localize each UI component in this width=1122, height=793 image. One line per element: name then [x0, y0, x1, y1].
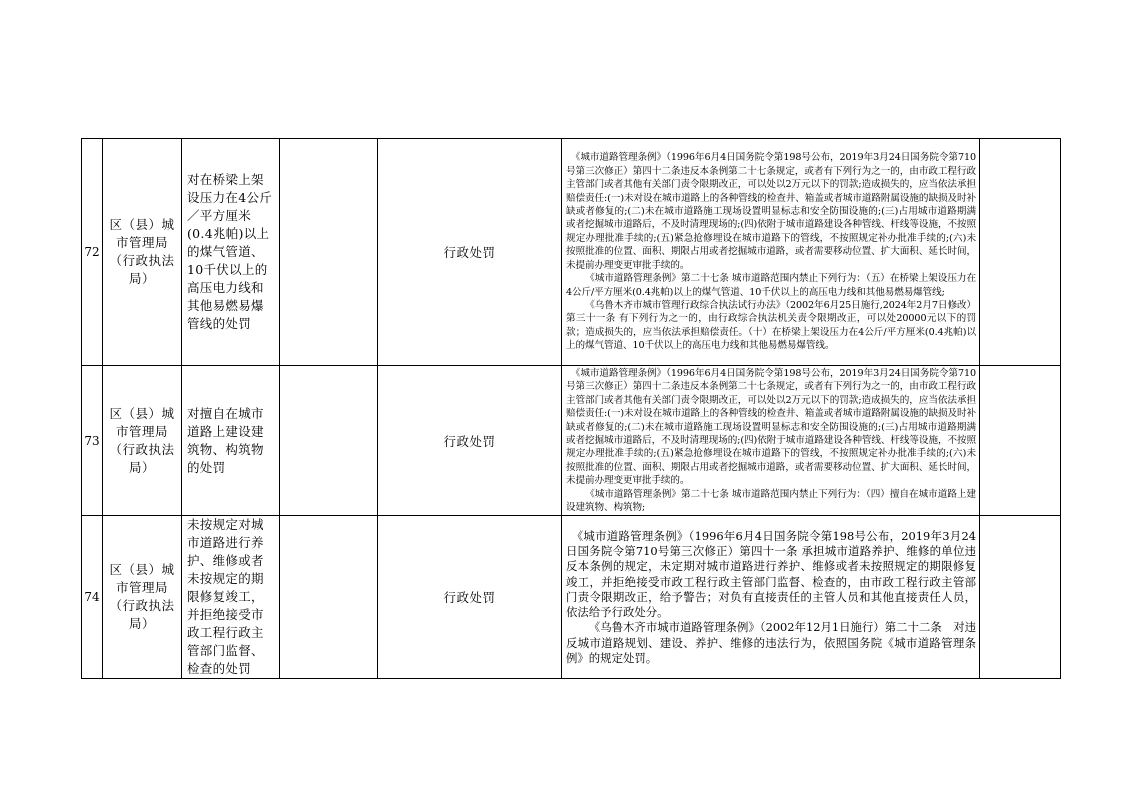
legal-basis-paragraph: 《城市道路管理条例》第二十七条 城市道路范围内禁止下列行为：（五）在桥梁上架设压力在4公斤/平方厘米(0.4兆帕)以上的煤气管道、10千伏以上的高压电力线和其他易燃易爆管线; [566, 273, 976, 298]
legal-basis-cell [562, 366, 980, 516]
empty-cell [980, 516, 1061, 679]
department-cell: 区（县）城市管理局（行政执法局） [103, 139, 182, 366]
empty-cell [280, 366, 378, 516]
legal-basis-paragraph: 《乌鲁木齐市城市道路管理条例》（2002年12月1日施行）第二十二条 对违反城市道路规划、建设、养护、维修的违法行为，依照国务院《城市道路管理条例》的规定处罚。 [566, 620, 976, 665]
legal-basis-paragraph: 《城市道路管理条例》第二十七条 城市道路范围内禁止下列行为：（四）擅自在城市道路上建设建筑物、构筑物; [566, 488, 976, 514]
row-number: 74 [82, 516, 103, 679]
legal-basis-cell [562, 516, 980, 679]
row-number: 73 [82, 366, 103, 516]
department-cell: 区（县）城市管理局（行政执法局） [103, 516, 182, 679]
table-row [82, 366, 1061, 516]
penalty-type-cell: 行政处罚 [378, 366, 562, 516]
penalty-type-cell: 行政处罚 [378, 516, 562, 679]
legal-basis-paragraph: 《城市道路管理条例》（1996年6月4日国务院令第198号公布，2019年3月24日国务院令第710号第三次修正）第四十二条违反本条例第二十七条规定，或者有下列行为之一的，由市政工程行政主管部门或者其他有关部门责令限期改正，可以处以2万元以下的罚款;造成损失的，应当依法承担赔偿责任:(一)未对设在城市道路上的各种管线的检查井、箱盖或者城市道路附属设施的缺损及时补缺或者修复的;(二)未在城市道路施工现场设置明显标志和安全防围设施的;(三)占用城市道路期满或者挖掘城市道路后，不及时清理现场的;(四)依附于城市道路建设各种管线、杆线等设施，不按照规定办理批准手续的;(五)紧急抢修埋设在城市道路下的管线，不按照规定补办批准手续的;(六)未按照批准的位置、面积、期限占用或者挖掘城市道路，或者需要移动位置、扩大面积、延长时间，未提前办理变更审批手续的。 [566, 152, 976, 271]
penalty-type-cell: 行政处罚 [378, 139, 562, 366]
legal-basis-paragraph: 《城市道路管理条例》（1996年6月4日国务院令第198号公布，2019年3月24日国务院令第710号第三次修正）第四十二条违反本条例第二十七条规定，或者有下列行为之一的，由市政工程行政主管部门或者其他有关部门责令限期改正，可以处以2万元以下的罚款;造成损失的，应当依法承担赔偿责任:(一)未对设在城市道路上的各种管线的检查井、箱盖或者城市道路附属设施的缺损及时补缺或者修复的;(二)未在城市道路施工现场设置明显标志和安全防围设施的;(三)占用城市道路期满或者挖掘城市道路后，不及时清理现场的;(四)依附于城市道路建设各种管线、杆线等设施，不按照规定办理批准手续的;(五)紧急抢修埋设在城市道路下的管线，不按照规定补办批准手续的;(六)未按照批准的位置、面积、期限占用或者挖掘城市道路，或者需要移动位置、扩大面积、延长时间，未提前办理变更审批手续的。 [566, 368, 976, 487]
empty-cell [280, 516, 378, 679]
penalty-table [81, 138, 1061, 679]
item-name-cell: 未按规定对城市道路进行养护、维修或者未按规定的期限修复竣工，并拒绝接受市政工程行政主管部门监督、检查的处罚 [182, 516, 280, 679]
table-row [82, 139, 1061, 366]
item-name-cell: 对擅自在城市道路上建设建筑物、构筑物的处罚 [182, 366, 280, 516]
legal-basis-paragraph: 《城市道路管理条例》（1996年6月4日国务院令第198号公布，2019年3月24日国务院令第710号第三次修正）第四十一条 承担城市道路养护、维修的单位违反本条例的规定，未定期对城市道路进行养护、维修或者未按照规定的期限修复竣工，并拒绝接受市政工程行政主管部门监督、检查的，由市政工程行政主管部门责令限期改正，给予警告；对负有直接责任的主管人员和其他直接责任人员，依法给予行政处分。 [566, 528, 976, 620]
row-number: 72 [82, 139, 103, 366]
legal-basis-paragraph: 《乌鲁木齐市城市管理行政综合执法试行办法》（2002年6月25日施行,2024年2月7日修改）第三十一条 有下列行为之一的，由行政综合执法机关责令限期改正，可以处20000元以下的罚款；造成损失的，应当依法承担赔偿责任。（十）在桥梁上架设压力在4公斤/平方厘米(0.4兆帕)以上的煤气管道、10千伏以上的高压电力线和其他易燃易爆管线。 [566, 299, 976, 352]
department-cell: 区（县）城市管理局（行政执法局） [103, 366, 182, 516]
table-row [82, 516, 1061, 679]
empty-cell [280, 139, 378, 366]
empty-cell [980, 139, 1061, 366]
item-name-cell: 对在桥梁上架设压力在4公斤／平方厘米(0.4兆帕)以上的煤气管道、10千伏以上的高压电力线和其他易燃易爆管线的处罚 [182, 139, 280, 366]
empty-cell [980, 366, 1061, 516]
legal-basis-cell [562, 139, 980, 366]
